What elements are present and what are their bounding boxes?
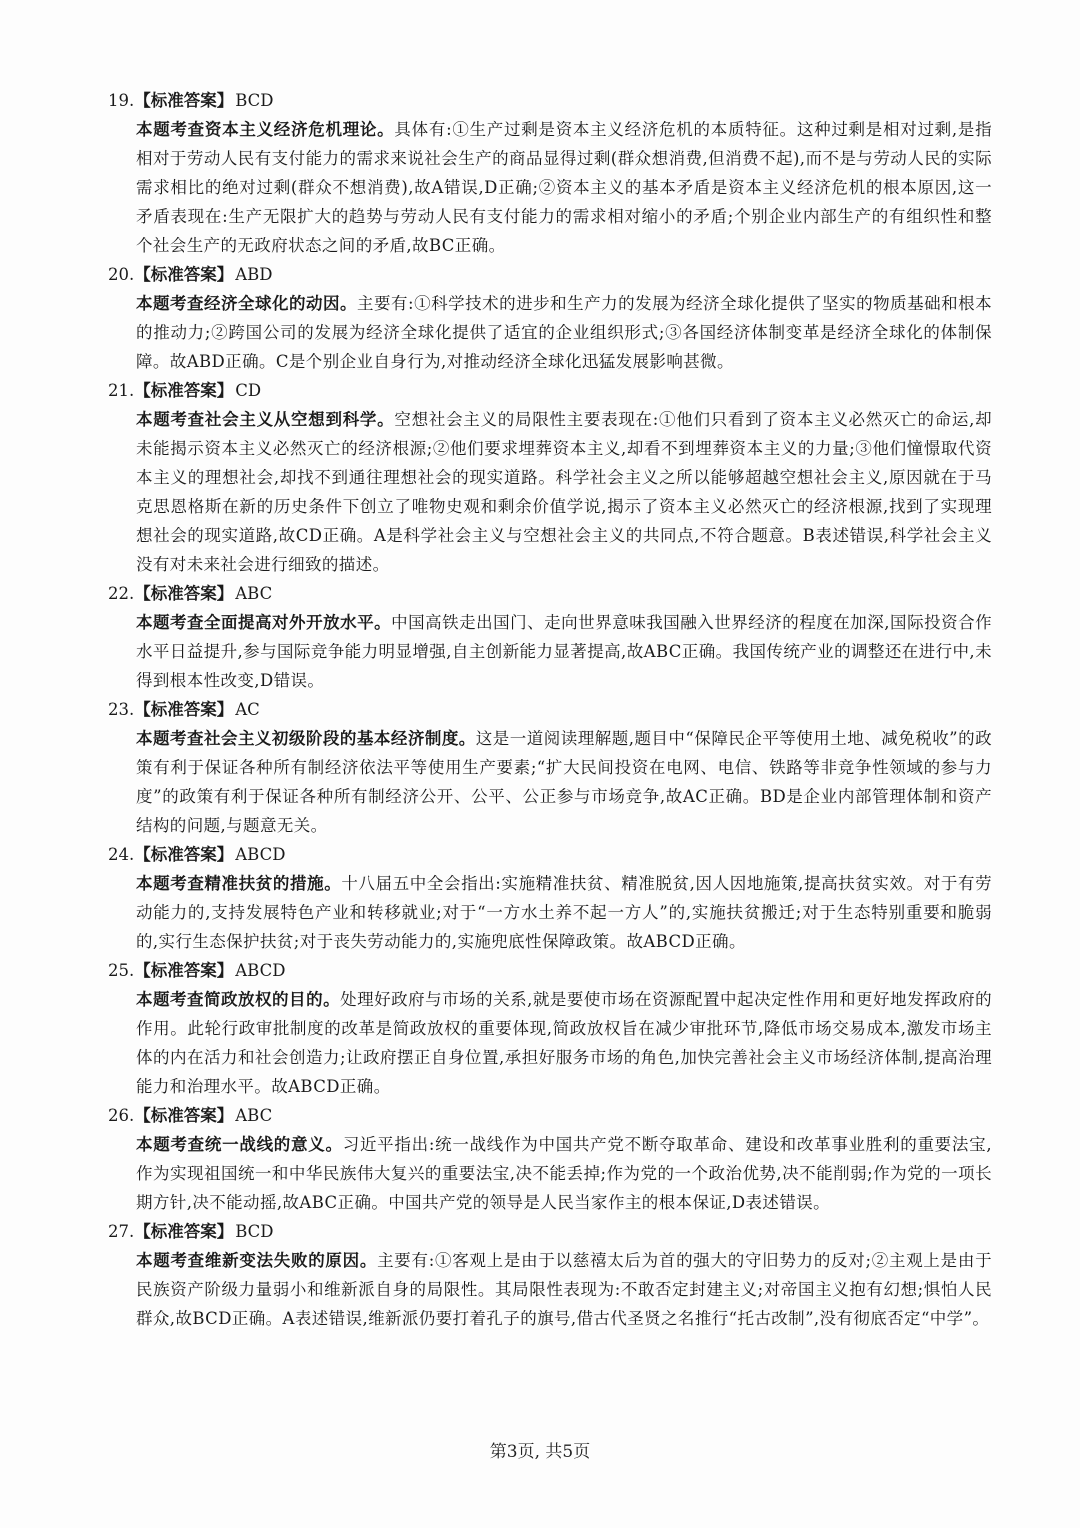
standard-answer-tag: 【标准答案】 bbox=[134, 265, 234, 284]
answer-choices: CD bbox=[235, 381, 262, 400]
answer-header bbox=[108, 260, 992, 289]
answer-choices: ABCD bbox=[235, 961, 286, 980]
explanation-text: 十八届五中全会指出:实施精准扶贫、精准脱贫,因人因地施策,提高扶贫实效。对于有劳动能力的,支持发展特色产业和转移就业;对于“一方水土养不起一方人”的,实施扶贫搬迁;对于生态特别重要和脆弱的,实行生态保护扶贫;对于丧失劳动能力的,实施兜底性保障政策。故ABCD正确。 bbox=[136, 874, 992, 951]
explanation bbox=[136, 405, 992, 579]
answer-item bbox=[108, 579, 992, 695]
explanation-lead: 本题考查社会主义初级阶段的基本经济制度。 bbox=[136, 729, 476, 748]
explanation bbox=[136, 608, 992, 695]
explanation-text: 处理好政府与市场的关系,就是要使市场在资源配置中起决定性作用和更好地发挥政府的作用。此轮行政审批制度的改革是简政放权的重要体现,简政放权旨在减少审批环节,降低市场交易成本,激发市场主体的内在活力和社会创造力;让政府摆正自身位置,承担好服务市场的角色,加快完善社会主义市场经济体制,提高治理能力和治理水平。故ABCD正确。 bbox=[136, 990, 992, 1096]
explanation-text: 空想社会主义的局限性主要表现在:①他们只看到了资本主义必然灭亡的命运,却未能揭示资本主义必然灭亡的经济根源;②他们要求埋葬资本主义,却看不到埋葬资本主义的力量;③他们憧憬取代资本主义的理想社会,却找不到通往理想社会的现实道路。科学社会主义之所以能够超越空想社会主义,原因就在于马克思恩格斯在新的历史条件下创立了唯物史观和剩余价值学说,揭示了资本主义必然灭亡的经济根源,找到了实现理想社会的现实道路,故CD正确。A是科学社会主义与空想社会主义的共同点,不符合题意。B表述错误,科学社会主义没有对未来社会进行细致的描述。 bbox=[136, 410, 992, 574]
explanation-text: 习近平指出:统一战线作为中国共产党不断夺取革命、建设和改革事业胜利的重要法宝,作为实现祖国统一和中华民族伟大复兴的重要法宝,决不能丢掉;作为党的一个政治优势,决不能削弱;作为党的一项长期方针,决不能动摇,故ABC正确。中国共产党的领导是人民当家作主的根本保证,D表述错误。 bbox=[136, 1135, 992, 1212]
answer-choices: AC bbox=[235, 700, 260, 719]
answer-item bbox=[108, 1101, 992, 1217]
explanation-lead: 本题考查经济全球化的动因。 bbox=[136, 294, 358, 313]
answer-choices: ABD bbox=[235, 265, 273, 284]
standard-answer-tag: 【标准答案】 bbox=[134, 961, 234, 980]
explanation bbox=[136, 1246, 992, 1333]
explanation-text: 这是一道阅读理解题,题目中“保障民企平等使用土地、减免税收”的政策有利于保证各种所有制经济依法平等使用生产要素;“扩大民间投资在电网、电信、铁路等非竞争性领域的参与力度”的政策有利于保证各种所有制经济公开、公平、公正参与市场竞争,故AC正确。BD是企业内部管理体制和资产结构的问题,与题意无关。 bbox=[136, 729, 992, 835]
standard-answer-tag: 【标准答案】 bbox=[134, 584, 234, 603]
standard-answer-tag: 【标准答案】 bbox=[134, 381, 234, 400]
page-footer: 第3页, 共5页 bbox=[489, 1442, 591, 1462]
answer-choices: BCD bbox=[235, 1222, 274, 1241]
standard-answer-tag: 【标准答案】 bbox=[134, 91, 234, 110]
explanation bbox=[136, 1130, 992, 1217]
standard-answer-tag: 【标准答案】 bbox=[134, 845, 234, 864]
answer-item bbox=[108, 695, 992, 840]
standard-answer-tag: 【标准答案】 bbox=[134, 700, 234, 719]
answer-choices: BCD bbox=[235, 91, 274, 110]
answer-header bbox=[108, 376, 992, 405]
question-number: 21. bbox=[108, 381, 135, 400]
answer-header bbox=[108, 695, 992, 724]
answer-choices: ABC bbox=[235, 1106, 273, 1125]
explanation-text: 具体有:①生产过剩是资本主义经济危机的本质特征。这种过剩是相对过剩,是指相对于劳动人民有支付能力的需求来说社会生产的商品显得过剩(群众想消费,但消费不起),而不是与劳动人民的实际需求相比的绝对过剩(群众不想消费),故A错误,D正确;②资本主义的基本矛盾是资本主义经济危机的根本原因,这一矛盾表现在:生产无限扩大的趋势与劳动人民有支付能力的需求相对缩小的矛盾;个别企业内部生产的有组织性和整个社会生产的无政府状态之间的矛盾,故BC正确。 bbox=[136, 120, 992, 255]
answer-choices: ABCD bbox=[235, 845, 286, 864]
explanation bbox=[136, 724, 992, 840]
explanation-lead: 本题考查全面提高对外开放水平。 bbox=[136, 613, 392, 632]
explanation bbox=[136, 289, 992, 376]
explanation-lead: 本题考查精准扶贫的措施。 bbox=[136, 874, 342, 893]
answer-item bbox=[108, 260, 992, 376]
answer-header bbox=[108, 840, 992, 869]
explanation-lead: 本题考查简政放权的目的。 bbox=[136, 990, 341, 1009]
explanation bbox=[136, 115, 992, 260]
standard-answer-tag: 【标准答案】 bbox=[134, 1222, 234, 1241]
answer-item bbox=[108, 376, 992, 579]
answer-item bbox=[108, 840, 992, 956]
explanation-text: 主要有:①科学技术的进步和生产力的发展为经济全球化提供了坚实的物质基础和根本的推动力;②跨国公司的发展为经济全球化提供了适宜的企业组织形式;③各国经济体制变革是经济全球化的体制保障。故ABD正确。C是个别企业自身行为,对推动经济全球化迅猛发展影响甚微。 bbox=[136, 294, 992, 371]
explanation-lead: 本题考查维新变法失败的原因。 bbox=[136, 1251, 378, 1270]
explanation-lead: 本题考查统一战线的意义。 bbox=[136, 1135, 343, 1154]
question-number: 22. bbox=[108, 584, 135, 603]
answer-item bbox=[108, 86, 992, 260]
explanation-text: 中国高铁走出国门、走向世界意味我国融入世界经济的程度在加深,国际投资合作水平日益提升,参与国际竞争能力明显增强,自主创新能力显著提高,故ABC正确。我国传统产业的调整还在进行中,未得到根本性改变,D错误。 bbox=[136, 613, 992, 690]
answer-item bbox=[108, 1217, 992, 1333]
answer-item bbox=[108, 956, 992, 1101]
answer-list bbox=[108, 86, 992, 1333]
answer-header bbox=[108, 579, 992, 608]
answer-choices: ABC bbox=[235, 584, 273, 603]
answer-header bbox=[108, 1217, 992, 1246]
question-number: 26. bbox=[108, 1106, 135, 1125]
answer-header bbox=[108, 1101, 992, 1130]
explanation-lead: 本题考查资本主义经济危机理论。 bbox=[136, 120, 395, 139]
question-number: 24. bbox=[108, 845, 135, 864]
explanation-text: 主要有:①客观上是由于以慈禧太后为首的强大的守旧势力的反对;②主观上是由于民族资产阶级力量弱小和维新派自身的局限性。其局限性表现为:不敢否定封建主义;对帝国主义抱有幻想;惧怕人民群众,故BCD正确。A表述错误,维新派仍要打着孔子的旗号,借古代圣贤之名推行“托古改制”,没有彻底否定“中学”。 bbox=[136, 1251, 992, 1328]
explanation-lead: 本题考查社会主义从空想到科学。 bbox=[136, 410, 395, 429]
question-number: 27. bbox=[108, 1222, 135, 1241]
standard-answer-tag: 【标准答案】 bbox=[134, 1106, 234, 1125]
question-number: 25. bbox=[108, 961, 135, 980]
answer-header bbox=[108, 86, 992, 115]
question-number: 23. bbox=[108, 700, 135, 719]
answer-header bbox=[108, 956, 992, 985]
question-number: 19. bbox=[108, 91, 135, 110]
explanation bbox=[136, 985, 992, 1101]
explanation bbox=[136, 869, 992, 956]
question-number: 20. bbox=[108, 265, 135, 284]
